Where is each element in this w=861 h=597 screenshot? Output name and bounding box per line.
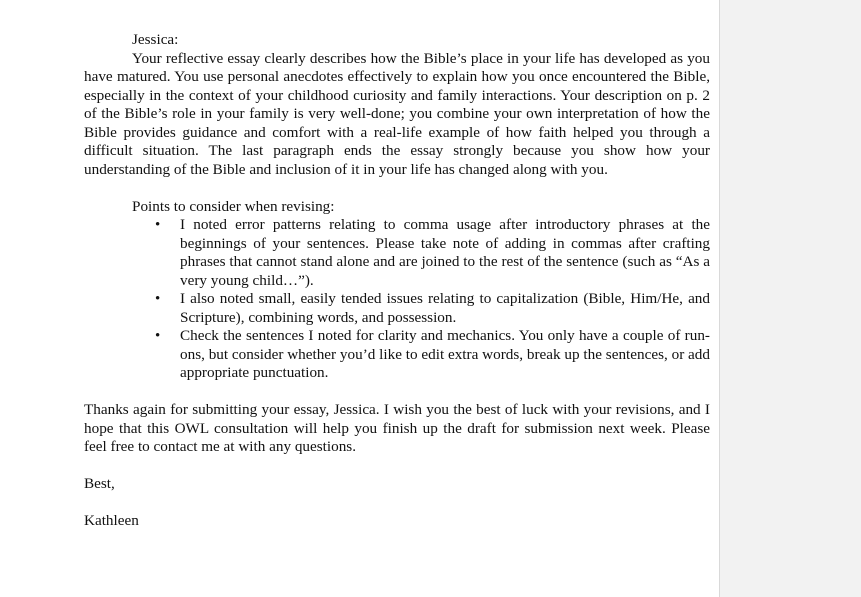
closing-paragraph: Thanks again for submitting your essay, Jessica. I wish you the best of luck with your revisions, and I hope that this OWL consultation will help you finish up the draft for submission next week. Please feel free to contact me at with any questions. [84,401,710,455]
list-item-text: I also noted small, easily tended issues relating to capitalization (Bible, Him/He, and Scripture), combining words, and possession. [180,290,710,326]
paragraph-spacer [84,383,710,402]
list-item-text: I noted error patterns relating to comma usage after introductory phrases at the beginnings of your sentences. Please take note of adding in commas after crafting phrases that cannot stand alone and are joined to the rest of the sentence (such as “As a very young child…”). [180,216,710,289]
bullet-icon: • [155,217,161,233]
signoff: Best, [84,475,115,492]
list-item-text: Check the sentences I noted for clarity and mechanics. You only have a couple of run-ons, but consider whether you’d like to edit extra words, break up the sentences, or add appropriate punctuation. [180,327,710,381]
bullet-icon: • [155,328,161,344]
salutation: Jessica: [132,31,179,48]
paragraph-spacer [84,494,710,513]
feedback-paragraph: Your reflective essay clearly describes how the Bible’s place in your life has developed as you have matured. You use personal anecdotes effectively to explain how you once encountered the Bible, especially in the context of your childhood curiosity and family interactions. Your description on p. 2 of the Bible’s role in your family is very well-done; you combine your own interpretation of how the Bible provides guidance and comfort with a real-life example of how faith helped you through a difficult situation. The last paragraph ends the essay strongly because you show how your understanding of the Bible and inclusion of it in your life has changed along with you. [84,49,710,178]
comment-margin-pane [719,0,861,597]
points-heading: Points to consider when revising: [132,197,335,215]
list-item [155,290,710,327]
list-item [155,216,710,290]
revision-points-list [84,216,710,383]
letter-body[interactable] [84,31,710,531]
bullet-icon: • [155,291,161,307]
paragraph-spacer [84,179,710,198]
paragraph-spacer [84,457,710,476]
signature: Kathleen [84,512,139,529]
list-item [155,327,710,383]
